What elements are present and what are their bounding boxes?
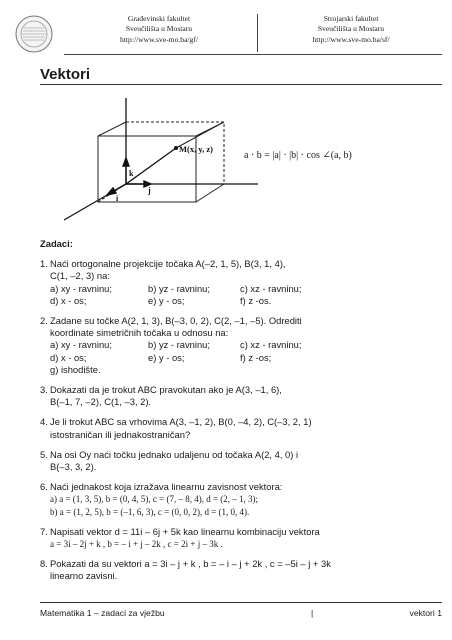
task-options (50, 283, 442, 307)
coordinate-box-diagram (46, 92, 266, 232)
task-6 (40, 481, 442, 518)
task-text: Naći jednakost koja izražava linearnu zavisnost vektora: (50, 481, 283, 493)
task-2 (40, 315, 442, 376)
task-number: 3. (40, 384, 48, 396)
task-text: C(1, –2, 3) na: (50, 270, 110, 282)
task-text: linearno zavisni. (50, 570, 118, 582)
task-options (50, 339, 442, 363)
task-number: 4. (40, 416, 48, 428)
header-right-line1: Strojarski fakultet (323, 14, 379, 23)
option-item: b) yz - ravninu; (148, 282, 210, 294)
header-divider (257, 14, 258, 52)
task-text: Napisati vektor d = 11i – 6j + 5k kao linearnu kombinaciju vektora (50, 525, 320, 537)
option-item: c) xz - ravninu; (240, 282, 302, 294)
task-text: Na osi Oy naći točku jednako udaljenu od točaka A(2, 4, 0) i (50, 448, 299, 460)
task-number: 2. (40, 315, 48, 327)
task-3 (40, 384, 442, 408)
header-left-line2: Sveučilišta u Mostaru (125, 24, 193, 34)
task-7 (40, 526, 442, 550)
vector-set: b) a = (1, 2, 5), b = (–1, 6, 3), c = (0, 0, 2), d = (1, 0, 4). (50, 506, 250, 517)
task-text: istostraničan ili jednakostraničan? (50, 428, 191, 440)
option-item: f) z -os. (240, 294, 272, 306)
title-rule (40, 84, 442, 85)
option-item: d) x - os; (50, 294, 87, 306)
task-1 (40, 258, 442, 307)
point-m-label: M(x, y, z) (179, 144, 213, 154)
j-vector-label: j (148, 186, 151, 195)
task-text: koordinate simetričnih točaka u odnosu na: (50, 327, 229, 339)
task-number: 7. (40, 525, 48, 537)
task-number: 8. (40, 558, 48, 570)
task-number: 6. (40, 481, 48, 493)
header-right-line2: Sveučilišta u Mostaru (317, 24, 385, 34)
task-text: Dokazati da je trokut ABC pravokutan ako je A(3, –1, 6), (50, 384, 282, 396)
task-text: B(–1, 7, –2), C(1, –3, 2). (50, 396, 152, 408)
option-item: e) y - os; (148, 351, 185, 363)
header-right-faculty (260, 14, 442, 45)
task-8 (40, 558, 442, 582)
option-item: b) yz - ravninu; (148, 339, 210, 351)
footer-separator: | (311, 608, 314, 618)
task-4 (40, 416, 442, 440)
k-vector-label: k (129, 169, 134, 178)
tasks-section (40, 238, 442, 583)
header-left-line1: Građevinski fakultet (127, 14, 191, 23)
option-item: e) y - os; (148, 294, 185, 306)
task-text: B(–3, 3, 2). (50, 461, 97, 473)
option-item: c) xz - ravninu; (240, 339, 302, 351)
option-item: f) z -os; (240, 351, 272, 363)
i-vector-label: i (116, 194, 119, 203)
footer-course: Matematika 1 – zadaci za vježbu (40, 608, 165, 618)
header-rule (64, 54, 442, 55)
task-number: 5. (40, 448, 48, 460)
task-5 (40, 449, 442, 473)
option-item: d) x - os; (50, 351, 87, 363)
footer-page: vektori 1 (409, 608, 442, 618)
task-text: Zadane su točke A(2, 1, 3), B(–3, 0, 2), C(2, –1, –5). Odrediti (50, 315, 302, 327)
page-title: Vektori (40, 66, 91, 83)
header-right-url[interactable]: http://www.sve-mo.ba/sf/ (312, 34, 390, 44)
task-text: Je li trokut ABC sa vrhovima A(3, –1, 2), B(0, –4, 2), C(–3, 2, 1) (50, 416, 312, 428)
header-left-url[interactable]: http://www.sve-mo.ba/gf/ (120, 34, 198, 44)
university-seal-logo (14, 14, 54, 54)
tasks-heading: Zadaci: (40, 238, 73, 249)
option-item: a) xy - ravninu; (50, 282, 112, 294)
vector-set: a = 3i – 2j + k , b = – i + j – 2k , c = 2i + j – 3k . (50, 539, 223, 550)
task-number: 1. (40, 258, 48, 270)
task-text: Pokazati da su vektori a = 3i – j + k , b = – i – j + 2k , c = –5i – j + 3k (50, 558, 331, 570)
vector-set: a) a = (1, 3, 5), b = (0, 4, 5), c = (7, – 8, 4), d = (2, – 1, 3); (50, 494, 259, 505)
header-left-faculty (64, 14, 254, 45)
page-header (64, 14, 442, 54)
dot-product-formula: a · b = |a| · |b| · cos ∠(a, b) (244, 150, 352, 161)
option-item: g) ishodište. (50, 363, 101, 375)
page-footer (40, 602, 442, 618)
task-text: Naći ortogonalne projekcije točaka A(–2, 1, 5), B(3, 1, 4), (50, 258, 286, 270)
option-item: a) xy - ravninu; (50, 339, 112, 351)
